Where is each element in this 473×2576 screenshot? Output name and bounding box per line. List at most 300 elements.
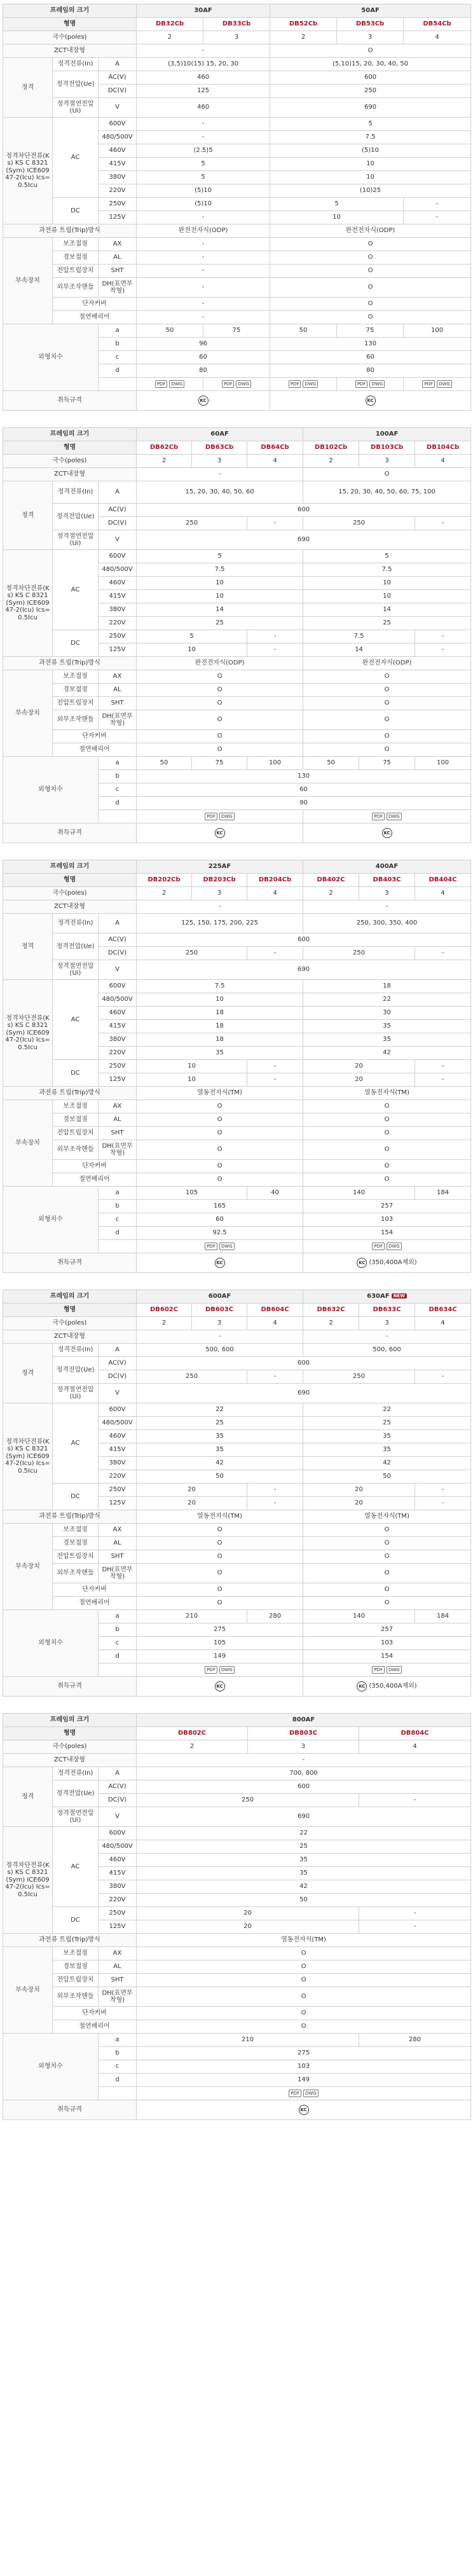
acc-value: O <box>137 1987 471 2007</box>
model-label: 형명 <box>3 1727 137 1740</box>
cert-label: 취득규격 <box>3 823 137 843</box>
rating-value: 20 <box>137 1497 247 1510</box>
dim-value: 60 <box>137 351 270 364</box>
pdf-download-button[interactable]: PDF <box>355 380 368 388</box>
dim-value: 105 <box>137 1187 247 1200</box>
dim-c-label: c <box>99 1637 137 1650</box>
trip-value: 완전전자식(ODP) <box>270 224 471 238</box>
acc-value: O <box>303 1597 471 1610</box>
model-db802c[interactable]: DB802C <box>137 1727 248 1740</box>
acc-value: O <box>303 1524 471 1537</box>
in-value: 250, 300, 350, 400 <box>303 914 471 933</box>
acc-value: O <box>137 2007 471 2020</box>
dim-a-label: a <box>99 2034 137 2047</box>
dc-value: - <box>415 947 471 960</box>
model-db204cb[interactable]: DB204Cb <box>247 874 303 887</box>
cover-label: 단자커버 <box>53 2007 137 2020</box>
rating-value: 7.5 <box>270 131 471 144</box>
poles-label: 극수(poles) <box>3 1740 137 1754</box>
poles-label: 극수(poles) <box>3 455 137 468</box>
poles-label: 극수(poles) <box>3 887 137 900</box>
rated-label: 정격 <box>3 1344 53 1403</box>
dim-b-label: b <box>99 2047 137 2060</box>
v380-label: 380V <box>99 1880 137 1894</box>
new-badge: NEW <box>392 1293 407 1298</box>
ax-label: 보조접점 <box>53 238 99 251</box>
v380-label: 380V <box>99 1457 137 1470</box>
trip-value: 열동전자식(TM) <box>137 1087 303 1100</box>
dwg-download-button[interactable]: DWG <box>219 1243 235 1250</box>
acc-value: O <box>270 251 471 265</box>
ue-label: 정격전압(Ue) <box>53 1357 99 1384</box>
rating-value: 35 <box>137 1047 303 1060</box>
rating-value: 35 <box>303 1033 471 1047</box>
model-db52cb[interactable]: DB52Cb <box>270 18 337 31</box>
dh-label: 외부조작핸들 <box>53 710 99 730</box>
model-db602c[interactable]: DB602C <box>137 1304 192 1317</box>
dim-value: 60 <box>270 351 471 364</box>
acc-label: 부속장치 <box>3 238 53 324</box>
model-db63cb[interactable]: DB63Cb <box>192 441 247 455</box>
dc-value: - <box>415 517 471 530</box>
acc-value: - <box>137 238 270 251</box>
pdf-download-button[interactable]: PDF <box>155 380 168 388</box>
model-db632c[interactable]: DB632C <box>303 1304 359 1317</box>
ax-label: 보조접점 <box>53 670 99 684</box>
rating-value: 18 <box>303 980 471 993</box>
dwg-download-button[interactable]: DWG <box>303 2090 319 2097</box>
sht-label: 전압트립장치 <box>53 1127 99 1140</box>
dwg-download-button[interactable]: DWG <box>219 1666 235 1674</box>
model-db633c[interactable]: DB633C <box>359 1304 415 1317</box>
dc-unit: DC(V) <box>99 1794 137 1807</box>
kc-mark-icon: KC <box>215 828 225 838</box>
cert-label: 취득규격 <box>3 1253 137 1273</box>
dim-value: 100 <box>415 757 471 770</box>
dc-label: DC <box>53 1060 99 1087</box>
v380-label: 380V <box>99 171 137 184</box>
dim-value: 184 <box>415 1187 471 1200</box>
rating-value: - <box>404 198 471 211</box>
dim-value: 75 <box>203 324 270 338</box>
pdf-download-button[interactable]: PDF <box>372 1666 385 1674</box>
model-db33cb[interactable]: DB33Cb <box>203 18 270 31</box>
rating-value: 5 <box>137 171 270 184</box>
in-value: 15, 20, 30, 40, 50, 60, 75, 100 <box>303 481 471 504</box>
pdf-download-button[interactable]: PDF <box>205 1666 217 1674</box>
poles-value: 3 <box>359 1317 415 1330</box>
trip-label: 과전류 트립(Trip)방식 <box>3 224 137 238</box>
dwg-download-button[interactable]: DWG <box>387 1243 402 1250</box>
poles-value: 4 <box>247 455 303 468</box>
trip-label: 과전류 트립(Trip)방식 <box>3 1510 137 1524</box>
dim-value: 96 <box>137 338 270 351</box>
ui-value: 690 <box>137 1807 471 1827</box>
dim-value: 103 <box>303 1213 471 1227</box>
dim-value: 130 <box>270 338 471 351</box>
in-label: 정격전류(In) <box>53 914 99 933</box>
trip-value: 열동전자식(TM) <box>137 1510 303 1524</box>
ui-value: 690 <box>137 1384 471 1403</box>
dwg-download-button[interactable]: DWG <box>437 380 452 388</box>
dh-code: DH(표면부착형) <box>99 1140 137 1160</box>
spec-table-30af-50af <box>3 4 471 411</box>
rating-value: 5 <box>270 198 404 211</box>
acc-value: O <box>137 670 303 684</box>
rating-value: 42 <box>303 1457 471 1470</box>
v250-label: 250V <box>99 198 137 211</box>
dim-d-label: d <box>99 2074 137 2087</box>
ue-label: 정격전압(Ue) <box>53 933 99 960</box>
download-cell <box>137 810 303 823</box>
acc-value: O <box>137 1960 471 1974</box>
al-label: 경보접점 <box>53 1113 99 1127</box>
ztcl-label: ZCT내장형 <box>3 1754 137 1767</box>
frame-label: 프레임의 크기 <box>3 860 137 874</box>
v600-label: 600V <box>99 1827 137 1840</box>
dim-value: 275 <box>137 2047 471 2060</box>
ztcl-value: - <box>137 45 270 58</box>
rating-value: 14 <box>137 603 303 617</box>
rating-value: 7.5 <box>303 563 471 577</box>
acc-value: O <box>270 298 471 311</box>
acc-value: O <box>303 697 471 710</box>
ui-value: 460 <box>137 98 270 118</box>
rating-value: 20 <box>137 1920 359 1934</box>
ui-value: 690 <box>137 530 471 550</box>
model-db202cb[interactable]: DB202Cb <box>137 874 192 887</box>
v220-label: 220V <box>99 617 137 630</box>
ui-label: 정격절연전압(Ui) <box>53 1807 99 1827</box>
dim-value: 60 <box>137 783 471 797</box>
dh-label: 외부조작핸들 <box>53 1140 99 1160</box>
in-value: 500, 600 <box>303 1344 471 1357</box>
acc-value: O <box>137 1974 471 1987</box>
dim-c-label: c <box>99 783 137 797</box>
spec-table-60af-100af <box>3 427 471 843</box>
dim-d-label: d <box>99 364 137 378</box>
dims-label: 외형치수 <box>3 757 99 823</box>
pdf-download-button[interactable]: PDF <box>205 813 217 820</box>
dim-value: 100 <box>404 324 471 338</box>
model-db404c[interactable]: DB404C <box>415 874 471 887</box>
acc-label: 부속장치 <box>3 670 53 757</box>
rating-value: 14 <box>303 644 415 657</box>
acc-value: O <box>137 697 303 710</box>
v480-label: 480/500V <box>99 1840 137 1854</box>
in-unit: A <box>99 1344 137 1357</box>
dc-value: - <box>359 1794 471 1807</box>
dim-value: 50 <box>137 757 192 770</box>
rated-label: 정격 <box>3 914 53 980</box>
dwg-download-button[interactable]: DWG <box>219 813 235 820</box>
dc-label: DC <box>53 198 99 224</box>
breaking-label: 정격차단전류(Ks) KS C 8321(Sym) ICE60947-2(Icu) Ics=0.5Icu <box>3 118 53 224</box>
acc-value: O <box>303 1173 471 1187</box>
dim-blank <box>99 810 137 823</box>
sht-code: SHT <box>99 1127 137 1140</box>
dh-label: 외부조작핸들 <box>53 278 99 298</box>
acc-value: O <box>303 684 471 697</box>
dc-value: - <box>247 1370 303 1384</box>
model-db103cb[interactable]: DB103Cb <box>359 441 415 455</box>
dwg-download-button[interactable]: DWG <box>387 813 402 820</box>
poles-value: 3 <box>359 887 415 900</box>
ztcl-value: O <box>270 45 471 58</box>
kc-mark-icon: KC <box>357 1681 367 1691</box>
cert-cell <box>137 2100 471 2120</box>
v220-label: 220V <box>99 1894 137 1907</box>
acc-value: O <box>137 1947 471 1960</box>
dh-code: DH(표면부착형) <box>99 1987 137 2007</box>
acc-value: O <box>137 1173 303 1187</box>
dc-label: DC <box>53 630 99 657</box>
dim-value: 154 <box>303 1650 471 1663</box>
rating-value: 35 <box>303 1443 471 1457</box>
dwg-download-button[interactable]: DWG <box>236 380 251 388</box>
rating-value: 10 <box>137 590 303 603</box>
dims-label: 외형치수 <box>3 1187 99 1253</box>
rating-value: - <box>415 644 471 657</box>
dim-value: 103 <box>137 2060 471 2074</box>
acc-value: O <box>303 1127 471 1140</box>
breaking-label: 정격차단전류(Ks) KS C 8321(Sym) ICE60947-2(Icu) Ics=0.5Icu <box>3 550 53 657</box>
rating-value: 42 <box>303 1047 471 1060</box>
rating-value: - <box>415 1060 471 1073</box>
rating-value: 50 <box>137 1470 303 1484</box>
acc-value: O <box>303 1113 471 1127</box>
in-value: 125, 150, 175, 200, 225 <box>137 914 303 933</box>
model-db53cb[interactable]: DB53Cb <box>337 18 404 31</box>
dc-value: - <box>415 1370 471 1384</box>
ui-unit: V <box>99 1384 137 1403</box>
poles-value: 4 <box>404 31 471 45</box>
dim-value: 257 <box>303 1623 471 1637</box>
rating-value: - <box>137 211 270 224</box>
model-db104cb[interactable]: DB104Cb <box>415 441 471 455</box>
dim-value: 184 <box>415 1610 471 1623</box>
rating-value: - <box>415 1484 471 1497</box>
model-db803c[interactable]: DB803C <box>248 1727 359 1740</box>
frame-50af: 50AF <box>270 4 471 18</box>
rating-value: 10 <box>137 993 303 1007</box>
sht-label: 전압트립장치 <box>53 265 99 278</box>
trip-value: 열동전자식(TM) <box>303 1087 471 1100</box>
ui-label: 정격절연전압(Ui) <box>53 530 99 550</box>
trip-value: 완전전자식(ODP) <box>137 224 270 238</box>
dim-a-label: a <box>99 1187 137 1200</box>
in-value: (3,5)10(15) 15, 20, 30 <box>137 58 270 71</box>
v600-label: 600V <box>99 1403 137 1417</box>
ac-value: 460 <box>137 71 270 85</box>
dim-value: 165 <box>137 1200 303 1213</box>
kc-mark-icon: KC <box>366 396 376 406</box>
dc-unit: DC(V) <box>99 85 137 98</box>
poles-value: 3 <box>337 31 404 45</box>
rating-value: 42 <box>137 1457 303 1470</box>
acc-value: O <box>303 1550 471 1564</box>
dwg-download-button[interactable]: DWG <box>169 380 184 388</box>
dim-value: 40 <box>247 1187 303 1200</box>
dc-value: 250 <box>137 1794 359 1807</box>
model-db203cb[interactable]: DB203Cb <box>192 874 247 887</box>
ztcl-value: - <box>137 468 303 481</box>
frame-100af: 100AF <box>303 428 471 441</box>
model-db62cb[interactable]: DB62Cb <box>137 441 192 455</box>
download-cell <box>137 378 203 391</box>
rating-value: 25 <box>137 1417 303 1430</box>
rating-value: 35 <box>137 1854 471 1867</box>
v480-label: 480/500V <box>99 131 137 144</box>
dc-value: - <box>247 517 303 530</box>
pdf-download-button[interactable]: PDF <box>289 380 301 388</box>
model-db402c[interactable]: DB402C <box>303 874 359 887</box>
ue-label: 정격전압(Ue) <box>53 1780 99 1807</box>
dim-value: 103 <box>303 1637 471 1650</box>
trip-value: 완전전자식(ODP) <box>303 657 471 670</box>
ui-unit: V <box>99 960 137 980</box>
rating-value: (10)25 <box>270 184 471 198</box>
model-db604c[interactable]: DB604C <box>247 1304 303 1317</box>
poles-value: 4 <box>415 455 471 468</box>
kc-mark-icon: KC <box>215 1258 225 1268</box>
in-unit: A <box>99 481 137 504</box>
rating-value: 5 <box>270 118 471 131</box>
cert-label: 취득규격 <box>3 2100 137 2120</box>
acc-value: O <box>137 710 303 730</box>
model-db32cb[interactable]: DB32Cb <box>137 18 203 31</box>
dwg-download-button[interactable]: DWG <box>303 380 318 388</box>
v380-label: 380V <box>99 603 137 617</box>
poles-value: 4 <box>415 887 471 900</box>
v480-label: 480/500V <box>99 993 137 1007</box>
dims-label: 외형치수 <box>3 2034 99 2100</box>
dwg-download-button[interactable]: DWG <box>387 1666 402 1674</box>
breaking-label: 정격차단전류(Ks) KS C 8321(Sym) ICE60947-2(Icu) Ics=0.5Icu <box>3 1827 53 1934</box>
ac-value: 600 <box>137 1357 471 1370</box>
v460-label: 460V <box>99 1854 137 1867</box>
trip-label: 과전류 트립(Trip)방식 <box>3 1934 137 1947</box>
model-db102cb[interactable]: DB102Cb <box>303 441 359 455</box>
download-cell <box>203 378 270 391</box>
pdf-download-button[interactable]: PDF <box>222 380 235 388</box>
poles-value: 3 <box>359 455 415 468</box>
ztcl-value: - <box>137 1330 303 1344</box>
rating-value: 25 <box>137 617 303 630</box>
ztcl-value: - <box>137 1754 471 1767</box>
v250-label: 250V <box>99 1060 137 1073</box>
v480-label: 480/500V <box>99 1417 137 1430</box>
model-db403c[interactable]: DB403C <box>359 874 415 887</box>
acc-value: O <box>137 684 303 697</box>
acc-value: O <box>137 1140 303 1160</box>
rating-value: (5)10 <box>270 144 471 158</box>
trip-value: 완전전자식(ODP) <box>137 657 303 670</box>
ac-label: AC <box>53 1403 99 1484</box>
cert-cell <box>270 391 471 411</box>
cover-label: 단자커버 <box>53 1583 137 1597</box>
spec-table-800af <box>3 1713 471 2120</box>
pdf-download-button[interactable]: PDF <box>205 1243 217 1250</box>
ac-value: 600 <box>137 1780 471 1794</box>
dim-value: 154 <box>303 1227 471 1240</box>
dc-value: 250 <box>137 517 247 530</box>
acc-value: O <box>303 1100 471 1113</box>
in-value: 500, 600 <box>137 1344 303 1357</box>
sht-label: 전압트립장치 <box>53 1974 99 1987</box>
ax-label: 보조접점 <box>53 1524 99 1537</box>
kc-mark-icon: KC <box>198 396 209 406</box>
ui-label: 정격절연전압(Ui) <box>53 1384 99 1403</box>
dim-c-label: c <box>99 351 137 364</box>
cert-note: (350,400A제외) <box>369 1683 417 1690</box>
dim-d-label: d <box>99 1227 137 1240</box>
trip-label: 과전류 트립(Trip)방식 <box>3 657 137 670</box>
dh-label: 외부조작핸들 <box>53 1987 99 2007</box>
model-label: 형명 <box>3 1304 137 1317</box>
rating-value: - <box>415 1497 471 1510</box>
acc-value: - <box>137 251 270 265</box>
trip-value: 열동전자식(TM) <box>303 1510 471 1524</box>
dim-blank <box>99 378 137 391</box>
dc-value: 250 <box>303 1370 415 1384</box>
rating-value: 10 <box>137 577 303 590</box>
pdf-download-button[interactable]: PDF <box>422 380 435 388</box>
model-db64cb[interactable]: DB64Cb <box>247 441 303 455</box>
acc-value: O <box>137 1597 303 1610</box>
rating-value: 18 <box>137 1020 303 1033</box>
cert-cell <box>137 1253 303 1273</box>
download-cell <box>270 378 337 391</box>
dim-value: 105 <box>137 1637 303 1650</box>
dwg-download-button[interactable]: DWG <box>369 380 385 388</box>
ui-unit: V <box>99 530 137 550</box>
v415-label: 415V <box>99 590 137 603</box>
v125-label: 125V <box>99 1497 137 1510</box>
rating-value: 5 <box>137 630 247 644</box>
v250-label: 250V <box>99 1907 137 1920</box>
frame-label: 프레임의 크기 <box>3 1290 137 1304</box>
download-cell <box>137 1663 303 1677</box>
dc-value: 250 <box>137 947 247 960</box>
pdf-download-button[interactable]: PDF <box>289 2090 301 2097</box>
dim-value: 210 <box>137 2034 359 2047</box>
poles-value: 3 <box>192 1317 247 1330</box>
barrier-label: 절연배리어 <box>53 311 137 324</box>
rating-value: (5)10 <box>137 184 270 198</box>
cert-cell <box>137 823 303 843</box>
dim-value: 280 <box>359 2034 471 2047</box>
acc-value: - <box>137 265 270 278</box>
ac-unit: AC(V) <box>99 1357 137 1370</box>
model-db634c[interactable]: DB634C <box>415 1304 471 1317</box>
poles-value: 3 <box>192 887 247 900</box>
acc-value: O <box>137 2020 471 2034</box>
dim-value: 140 <box>303 1610 415 1623</box>
ui-value: 690 <box>270 98 471 118</box>
download-cell <box>303 810 471 823</box>
trip-value: 열동전자식(TM) <box>137 1934 471 1947</box>
rating-value: 5 <box>303 550 471 563</box>
pdf-download-button[interactable]: PDF <box>372 813 385 820</box>
dim-value: 90 <box>137 797 471 810</box>
poles-value: 2 <box>137 1740 248 1754</box>
pdf-download-button[interactable]: PDF <box>372 1243 385 1250</box>
model-db54cb[interactable]: DB54Cb <box>404 18 471 31</box>
model-db603c[interactable]: DB603C <box>192 1304 247 1317</box>
model-db804c[interactable]: DB804C <box>359 1727 471 1740</box>
v460-label: 460V <box>99 1007 137 1020</box>
